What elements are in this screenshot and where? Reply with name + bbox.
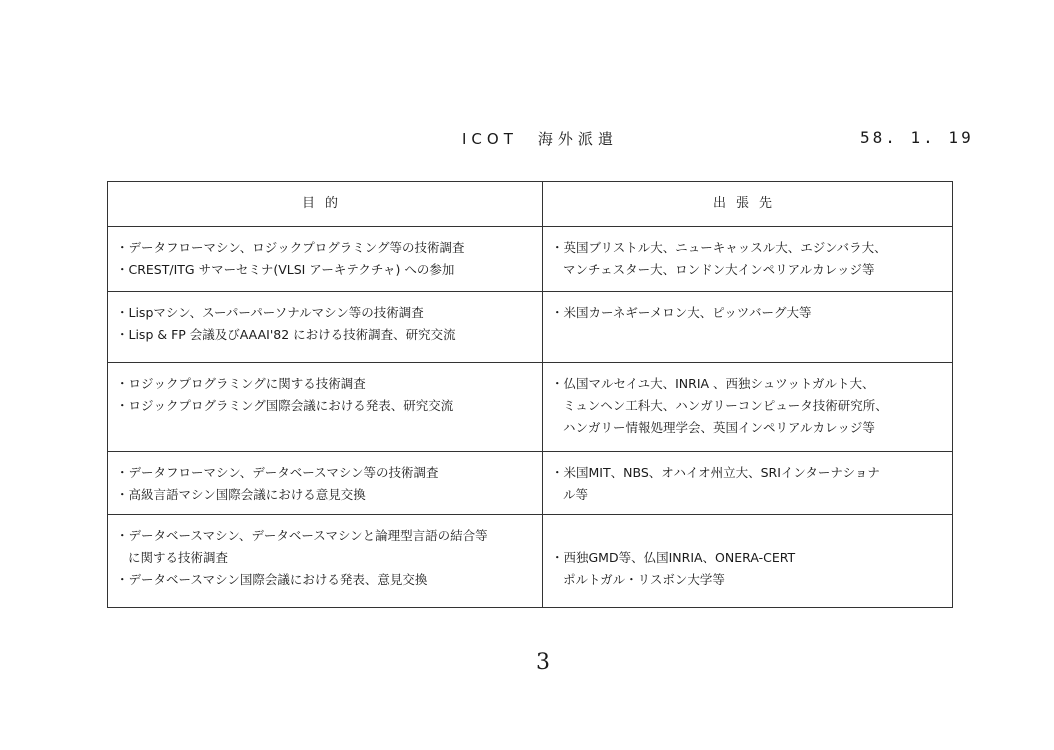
table-row <box>108 292 953 363</box>
column-header-purpose: 目的 <box>108 182 543 227</box>
dispatch-table <box>107 181 953 608</box>
page-number: 3 <box>536 650 550 675</box>
purpose-cell <box>108 515 543 608</box>
destination-line: ハンガリー情報処理学会、英国インペリアルカレッジ等 <box>563 420 875 435</box>
column-header-destination: 出張先 <box>543 182 953 227</box>
purpose-line: ・Lisp & FP 会議及びAAAI'82 における技術調査、研究交流 <box>116 327 456 342</box>
document-date: 58. 1. 19 <box>860 128 974 147</box>
destination-line: ・米国MIT、NBS、オハイオ州立大、SRIインターナショナ <box>551 465 880 480</box>
destination-line: ・英国ブリストル大、ニューキャッスル大、エジンバラ大、 <box>551 240 887 255</box>
destination-line: ポルトガル・リスボン大学等 <box>563 572 725 587</box>
purpose-line: ・データベースマシン国際会議における発表、意見交換 <box>116 572 428 587</box>
purpose-line: ・高級言語マシン国際会議における意見交換 <box>116 487 366 502</box>
destination-cell <box>543 363 953 452</box>
destination-cell <box>543 292 953 363</box>
table-row <box>108 515 953 608</box>
purpose-line: ・データベースマシン、データベースマシンと論理型言語の結合等 <box>116 528 488 543</box>
table-row <box>108 452 953 515</box>
destination-cell <box>543 515 953 608</box>
table-row <box>108 227 953 292</box>
purpose-cell <box>108 452 543 515</box>
purpose-cell <box>108 227 543 292</box>
purpose-line: ・Lispマシン、スーパーパーソナルマシン等の技術調査 <box>116 305 424 320</box>
destination-line: ・仏国マルセイユ大、INRIA 、西独シュツットガルト大、 <box>551 376 875 391</box>
destination-line: ル等 <box>563 487 589 502</box>
purpose-line: ・ロジックプログラミング国際会議における発表、研究交流 <box>116 398 454 413</box>
destination-line: ・米国カーネギーメロン大、ピッツバーグ大等 <box>551 305 812 320</box>
purpose-cell <box>108 363 543 452</box>
purpose-line: ・ロジックプログラミングに関する技術調査 <box>116 376 366 391</box>
destination-line: マンチェスター大、ロンドン大インペリアルカレッジ等 <box>563 262 875 277</box>
document-title: ICOT 海外派遣 <box>462 130 618 148</box>
table-header-row <box>108 182 953 227</box>
purpose-line: に関する技術調査 <box>128 550 229 565</box>
destination-line: ミュンヘン工科大、ハンガリーコンピュータ技術研究所、 <box>563 398 888 413</box>
destination-line: ・西独GMD等、仏国INRIA、ONERA-CERT <box>551 550 796 565</box>
purpose-line: ・データフローマシン、ロジックプログラミング等の技術調査 <box>116 240 465 255</box>
purpose-line: ・データフローマシン、データベースマシン等の技術調査 <box>116 465 439 480</box>
destination-cell <box>543 452 953 515</box>
purpose-cell <box>108 292 543 363</box>
table-row <box>108 363 953 452</box>
purpose-line: ・CREST/ITG サマーセミナ(VLSI アーキテクチャ) への参加 <box>116 262 455 277</box>
destination-cell <box>543 227 953 292</box>
